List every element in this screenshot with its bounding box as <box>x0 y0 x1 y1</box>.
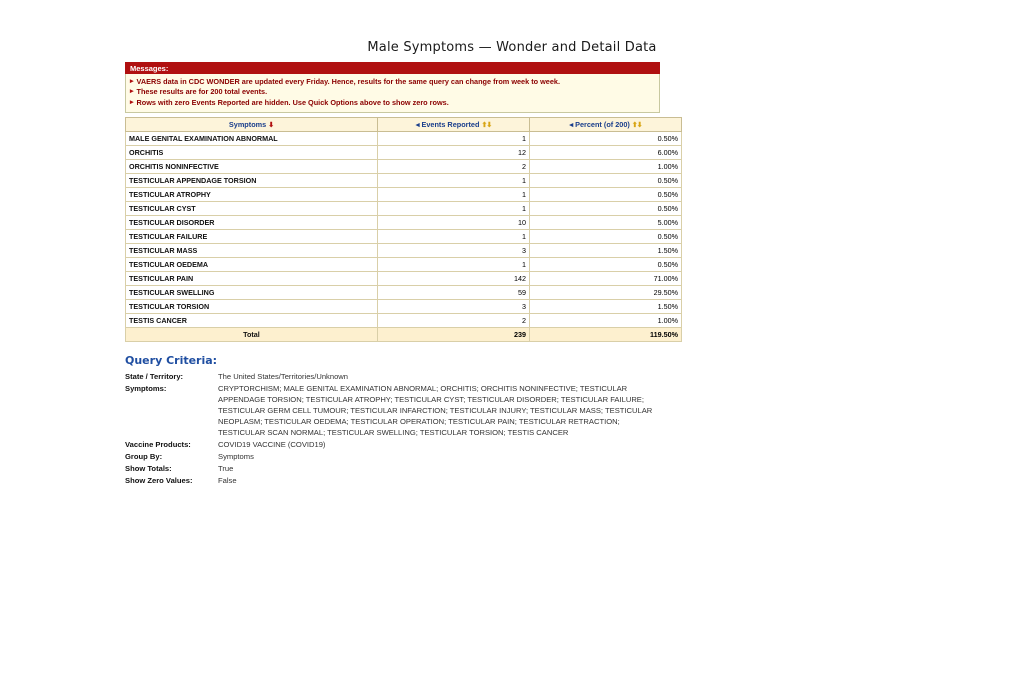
bullet-icon: ▸ <box>130 77 134 85</box>
criteria-row-group-by <box>125 451 660 462</box>
cell-events: 142 <box>378 271 530 285</box>
table-header <box>126 117 682 131</box>
cell-percent: 0.50% <box>530 173 682 187</box>
cell-symptom: TESTICULAR FAILURE <box>126 229 378 243</box>
criteria-value: COVID19 VACCINE (COVID19) <box>218 439 326 449</box>
cell-events: 3 <box>378 299 530 313</box>
cell-percent: 1.00% <box>530 159 682 173</box>
sort-desc-icon[interactable]: ⬇ <box>268 121 275 129</box>
bullet-icon: ▸ <box>130 88 134 96</box>
cell-percent: 71.00% <box>530 271 682 285</box>
messages-box <box>125 74 660 113</box>
column-header-symptoms-label: Symptoms <box>228 119 267 129</box>
query-criteria-title: Query Criteria: <box>125 353 218 367</box>
cell-events: 3 <box>378 243 530 257</box>
criteria-label: State / Territory: <box>125 371 184 381</box>
cell-events: 1 <box>378 187 530 201</box>
criteria-row-symptoms <box>125 383 660 438</box>
cell-symptom: TESTICULAR DISORDER <box>126 215 378 229</box>
cell-percent: 6.00% <box>530 145 682 159</box>
criteria-row-state <box>125 371 660 382</box>
cell-symptom: TESTICULAR APPENDAGE TORSION <box>126 173 378 187</box>
cell-percent: 0.50% <box>530 257 682 271</box>
table-row <box>126 159 682 173</box>
sort-toggle-icon[interactable]: ⬆⬇ <box>481 121 492 129</box>
left-arrow-icon[interactable]: ◂ <box>569 119 574 129</box>
table-row <box>126 243 682 257</box>
cell-symptom: TESTICULAR PAIN <box>126 271 378 285</box>
table-total-row <box>126 327 682 341</box>
column-header-events-label: Events Reported <box>421 119 480 129</box>
criteria-row-show-totals <box>125 463 660 474</box>
cell-events: 10 <box>378 215 530 229</box>
cell-symptom: TESTICULAR MASS <box>126 243 378 257</box>
message-text: These results are for 200 total events. <box>136 87 268 97</box>
cell-percent: 0.50% <box>530 229 682 243</box>
criteria-value: CRYPTORCHISM; MALE GENITAL EXAMINATION ABNORMAL; ORCHITIS; ORCHITIS NONINFECTIVE; TESTICULAR APPENDAGE TORSION; TESTICULAR ATROPHY; TESTICULAR CYST; TESTICULAR DISORDER; TESTICULAR FAILURE; TESTICULAR GERM CELL TUMOUR; TESTICULAR INFARCTION; TESTICULAR INJURY; TESTICULAR MASS; TESTICULAR NEOPLASM; TESTICULAR OEDEMA; TESTICULAR OPERATION; TESTICULAR PAIN; TESTICULAR RETRACTION; TESTICULAR SCAN NORMAL; TESTICULAR SWELLING; TESTICULAR TORSION; TESTIS CANCER <box>218 383 653 437</box>
results-table <box>125 117 682 342</box>
table-row <box>126 299 682 313</box>
bullet-icon: ▸ <box>130 99 134 107</box>
cell-percent: 29.50% <box>530 285 682 299</box>
cell-percent: 1.50% <box>530 299 682 313</box>
cell-percent: 1.50% <box>530 243 682 257</box>
criteria-label: Vaccine Products: <box>125 439 191 449</box>
criteria-label: Show Totals: <box>125 463 172 473</box>
cell-events: 2 <box>378 313 530 327</box>
cell-percent: 0.50% <box>530 187 682 201</box>
sort-toggle-icon[interactable]: ⬆⬇ <box>631 121 642 129</box>
cell-events: 1 <box>378 257 530 271</box>
table-row <box>126 313 682 327</box>
criteria-label: Show Zero Values: <box>125 475 193 485</box>
cell-total-events: 239 <box>378 327 530 341</box>
cell-symptom: MALE GENITAL EXAMINATION ABNORMAL <box>126 131 378 145</box>
cell-symptom: TESTICULAR TORSION <box>126 299 378 313</box>
table-row <box>126 257 682 271</box>
criteria-value: False <box>218 475 237 485</box>
cell-symptom: ORCHITIS <box>126 145 378 159</box>
table-row <box>126 229 682 243</box>
cell-events: 2 <box>378 159 530 173</box>
cell-symptom: ORCHITIS NONINFECTIVE <box>126 159 378 173</box>
cell-events: 12 <box>378 145 530 159</box>
criteria-row-vaccine-products <box>125 439 660 450</box>
column-header-symptoms[interactable] <box>126 117 378 131</box>
messages-header: Messages: <box>125 62 660 74</box>
query-criteria-list <box>125 371 660 486</box>
cell-events: 1 <box>378 229 530 243</box>
table-row <box>126 285 682 299</box>
cell-symptom: TESTICULAR SWELLING <box>126 285 378 299</box>
left-arrow-icon[interactable]: ◂ <box>415 119 420 129</box>
messages-body <box>126 74 659 112</box>
table-header-row <box>126 117 682 131</box>
cell-percent: 5.00% <box>530 215 682 229</box>
table-row <box>126 271 682 285</box>
table-body <box>126 131 682 341</box>
table-row <box>126 145 682 159</box>
column-header-events[interactable] <box>378 117 530 131</box>
cell-total-percent: 119.50% <box>530 327 682 341</box>
table-row <box>126 187 682 201</box>
cell-total-label: Total <box>126 327 378 341</box>
cell-symptom: TESTICULAR OEDEMA <box>126 257 378 271</box>
cell-percent: 1.00% <box>530 313 682 327</box>
criteria-row-show-zero-values <box>125 475 660 486</box>
list-item <box>130 87 655 98</box>
table-row <box>126 131 682 145</box>
criteria-value: The United States/Territories/Unknown <box>218 371 348 381</box>
criteria-value: True <box>218 463 234 473</box>
list-item <box>130 98 655 109</box>
messages-panel <box>125 62 660 113</box>
message-text: Rows with zero Events Reported are hidden. Use Quick Options above to show zero rows. <box>136 98 449 108</box>
report-content <box>125 62 678 487</box>
cell-events: 1 <box>378 131 530 145</box>
criteria-label: Symptoms: <box>125 383 167 393</box>
cell-symptom: TESTICULAR ATROPHY <box>126 187 378 201</box>
table-row <box>126 173 682 187</box>
cell-percent: 0.50% <box>530 131 682 145</box>
cell-events: 1 <box>378 201 530 215</box>
page-title: Male Symptoms — Wonder and Detail Data <box>367 40 657 55</box>
cell-percent: 0.50% <box>530 201 682 215</box>
table-row <box>126 215 682 229</box>
cell-symptom: TESTICULAR CYST <box>126 201 378 215</box>
column-header-percent[interactable] <box>530 117 682 131</box>
criteria-label: Group By: <box>125 451 163 461</box>
cell-events: 1 <box>378 173 530 187</box>
cell-symptom: TESTIS CANCER <box>126 313 378 327</box>
list-item <box>130 76 655 87</box>
column-header-percent-label: Percent (of 200) <box>575 119 630 129</box>
criteria-value: Symptoms <box>218 451 254 461</box>
table-row <box>126 201 682 215</box>
cell-events: 59 <box>378 285 530 299</box>
message-text: VAERS data in CDC WONDER are updated every Friday. Hence, results for the same query can change from week to week. <box>136 76 560 86</box>
